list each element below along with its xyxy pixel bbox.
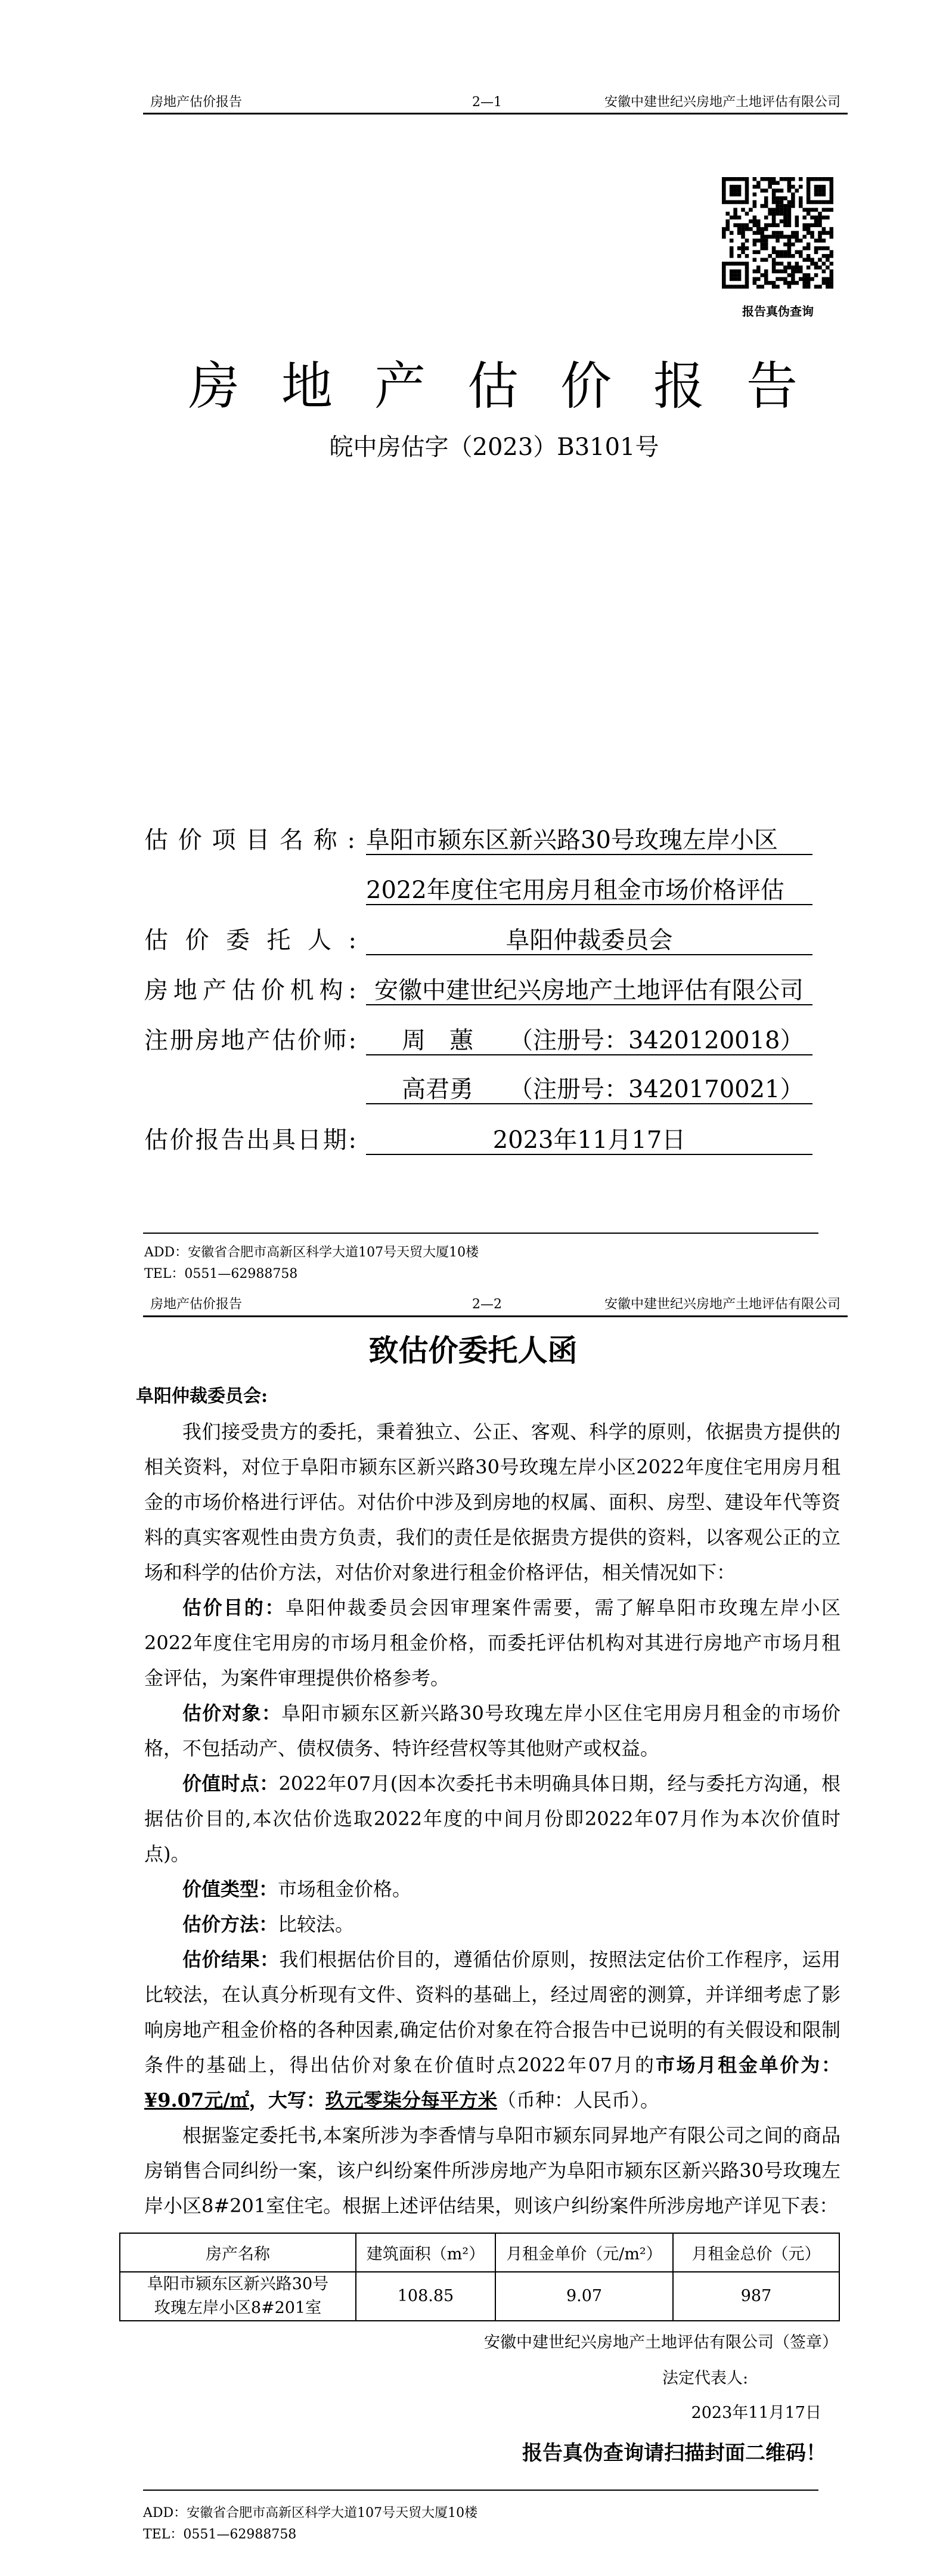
report-title: 房地产估价报告: [188, 357, 839, 416]
date-value: 2023年11月17日: [366, 1125, 812, 1155]
method-label: 估价方法：: [182, 1913, 278, 1936]
currency-note: （币种：人民币）。: [497, 2089, 659, 2111]
col-area: 建筑面积（m²）: [356, 2233, 495, 2272]
cell-total: 987: [673, 2272, 839, 2321]
value-type-label: 价值类型：: [182, 1878, 278, 1900]
header-rule: [143, 1315, 848, 1317]
appraiser-1: 周 蕙 （注册号：3420120018）: [366, 1026, 812, 1055]
unit-price-value: ¥9.07元/㎡: [144, 2089, 249, 2111]
value-date-paragraph: [144, 1766, 840, 1872]
letter-body: [144, 1414, 840, 2224]
header-right: 安徽中建世纪兴房地产土地评估有限公司: [604, 1297, 840, 1312]
header-left: 房地产估价报告: [150, 1297, 243, 1312]
qr-caption: 报告真伪查询: [742, 304, 814, 318]
header-left: 房地产估价报告: [150, 95, 243, 110]
unit-price-label: 市场月租金单价为：: [655, 2054, 840, 2076]
page-number: 2—1: [472, 95, 502, 110]
value-date-text: 2022年07月(因本次委托书未明确具体日期，经与委托方沟通，根据估价目的,本次估价选取2022年度的中间月份即2022年07月作为本次价值时点)。: [144, 1772, 840, 1865]
object-label: 估价对象：: [182, 1702, 282, 1724]
method-paragraph: [144, 1907, 840, 1942]
col-total: 月租金总价（元）: [673, 2233, 839, 2272]
rent-table: [119, 2233, 840, 2321]
letter-flow: [144, 1414, 840, 2546]
header-right: 安徽中建世纪兴房地产土地评估有限公司: [604, 95, 840, 110]
col-property-name: 房产名称: [120, 2233, 356, 2272]
purpose-text: 阜阳仲裁委员会因审理案件需要，需了解阜阳市玫瑰左岸小区2022年度住宅用房的市场月租金价格，而委托评估机构对其进行房地产市场月租金评估，为案件审理提供价格参考。: [144, 1596, 840, 1689]
agency-value: 安徽中建世纪兴房地产土地评估有限公司: [366, 976, 812, 1005]
property-name-line1: 阜阳市颍东区新兴路30号: [147, 2275, 329, 2293]
client-label: 估价委托人:: [144, 927, 356, 954]
purpose-label: 估价目的：: [182, 1596, 286, 1619]
date-label: 估价报告出具日期:: [144, 1126, 356, 1154]
purpose-paragraph: [144, 1590, 840, 1696]
result-text: 我们根据估价目的，遵循估价原则，按照法定估价工作程序，运用比较法，在认真分析现有文件、资料的基础上，经过周密的测算，并详细考虑了影响房地产租金价格的各种因素,确定估价对象在符合报告中已说明的有关假设和限制条件的基础上，得出估价对象在价值时点2022年07月的: [144, 1948, 840, 2076]
letter-title: 致估价委托人函: [368, 1333, 578, 1368]
object-text: 阜阳市颍东区新兴路30号玫瑰左岸小区住宅用房月租金的市场价格，不包括动产、债权债务、特许经营权等其他财产或权益。: [144, 1702, 840, 1760]
cell-unit-price: 9.07: [495, 2272, 673, 2321]
col-unit-price: 月租金单价（元/m²）: [495, 2233, 673, 2272]
upper-value: 玖元零柒分每平方米: [325, 2089, 497, 2111]
result-label: 估价结果：: [182, 1948, 280, 1971]
page-number: 2—2: [472, 1297, 502, 1312]
appraiser-2: 高君勇 （注册号：3420170021）: [366, 1075, 812, 1104]
table-header-row: [120, 2233, 839, 2272]
footer-rule: [143, 2490, 818, 2546]
letter-date: 2023年11月17日: [691, 2404, 821, 2422]
case-paragraph: 根据鉴定委托书,本案所涉为李香情与阜阳市颍东同昇地产有限公司之间的商品房销售合同纠纷一案，该户纠纷案件所涉房地产为阜阳市颍东区新兴路30号玫瑰左岸小区8#201室住宅。根据上述评估结果，则该户纠纷案件所涉房地产详见下表：: [144, 2124, 840, 2217]
property-name-line2: 玫瑰左岸小区8#201室: [154, 2299, 322, 2317]
footer-phone: TEL：0551—62988758: [144, 1267, 298, 1281]
result-paragraph: [144, 1942, 840, 2118]
project-value-1: 阜阳市颍东区新兴路30号玫瑰左岸小区: [366, 825, 812, 855]
header-rule: [143, 113, 848, 114]
value-date-label: 价值时点：: [182, 1772, 279, 1795]
upper-label: ，大写：: [249, 2089, 325, 2111]
client-value: 阜阳仲裁委员会: [366, 925, 812, 955]
footer-address: ADD：安徽省合肥市高新区科学大道107号天贸大厦10楼: [144, 1245, 479, 1260]
object-paragraph: [144, 1696, 840, 1766]
agency-label: 房地产估价机构:: [144, 977, 356, 1004]
company-signature: 安徽中建世纪兴房地产土地评估有限公司（签章）: [484, 2333, 838, 2352]
appraiser-label: 注册房地产估价师:: [144, 1027, 356, 1054]
project-value-2: 2022年度住宅用房月租金市场价格评估: [366, 875, 812, 905]
footer-phone: TEL：0551—62988758: [143, 2527, 297, 2542]
verify-note: 报告真伪查询请扫描封面二维码！: [522, 2441, 826, 2465]
cell-property-name: [120, 2272, 356, 2321]
footer-rule: [143, 1233, 818, 1234]
method-text: 比较法。: [278, 1913, 355, 1936]
table-row: [120, 2272, 839, 2321]
document-number: 皖中房估字（2023）B3101号: [329, 434, 659, 461]
cell-area: 108.85: [356, 2272, 495, 2321]
salutation: 阜阳仲裁委员会:: [136, 1386, 268, 1407]
intro-paragraph: 我们接受贵方的委托，秉着独立、公正、客观、科学的原则，依据贵方提供的相关资料，对位于阜阳市颍东区新兴路30号玫瑰左岸小区2022年度住宅用房月租金的市场价格进行评估。对估价中涉及到房地的权属、面积、房型、建设年代等资料的真实客观性由贵方负责，我们的责任是依据贵方提供的资料，以客观公正的立场和科学的估价方法，对估价对象进行租金价格评估，相关情况如下：: [144, 1420, 840, 1584]
project-label: 估价项目名称:: [144, 826, 356, 854]
legal-representative: 法定代表人:: [662, 2369, 749, 2388]
value-type-text: 市场租金价格。: [278, 1878, 412, 1900]
value-type-paragraph: [144, 1872, 840, 1907]
qr-code-icon[interactable]: [722, 177, 833, 289]
footer-address: ADD：安徽省合肥市高新区科学大道107号天贸大厦10楼: [143, 2506, 478, 2521]
